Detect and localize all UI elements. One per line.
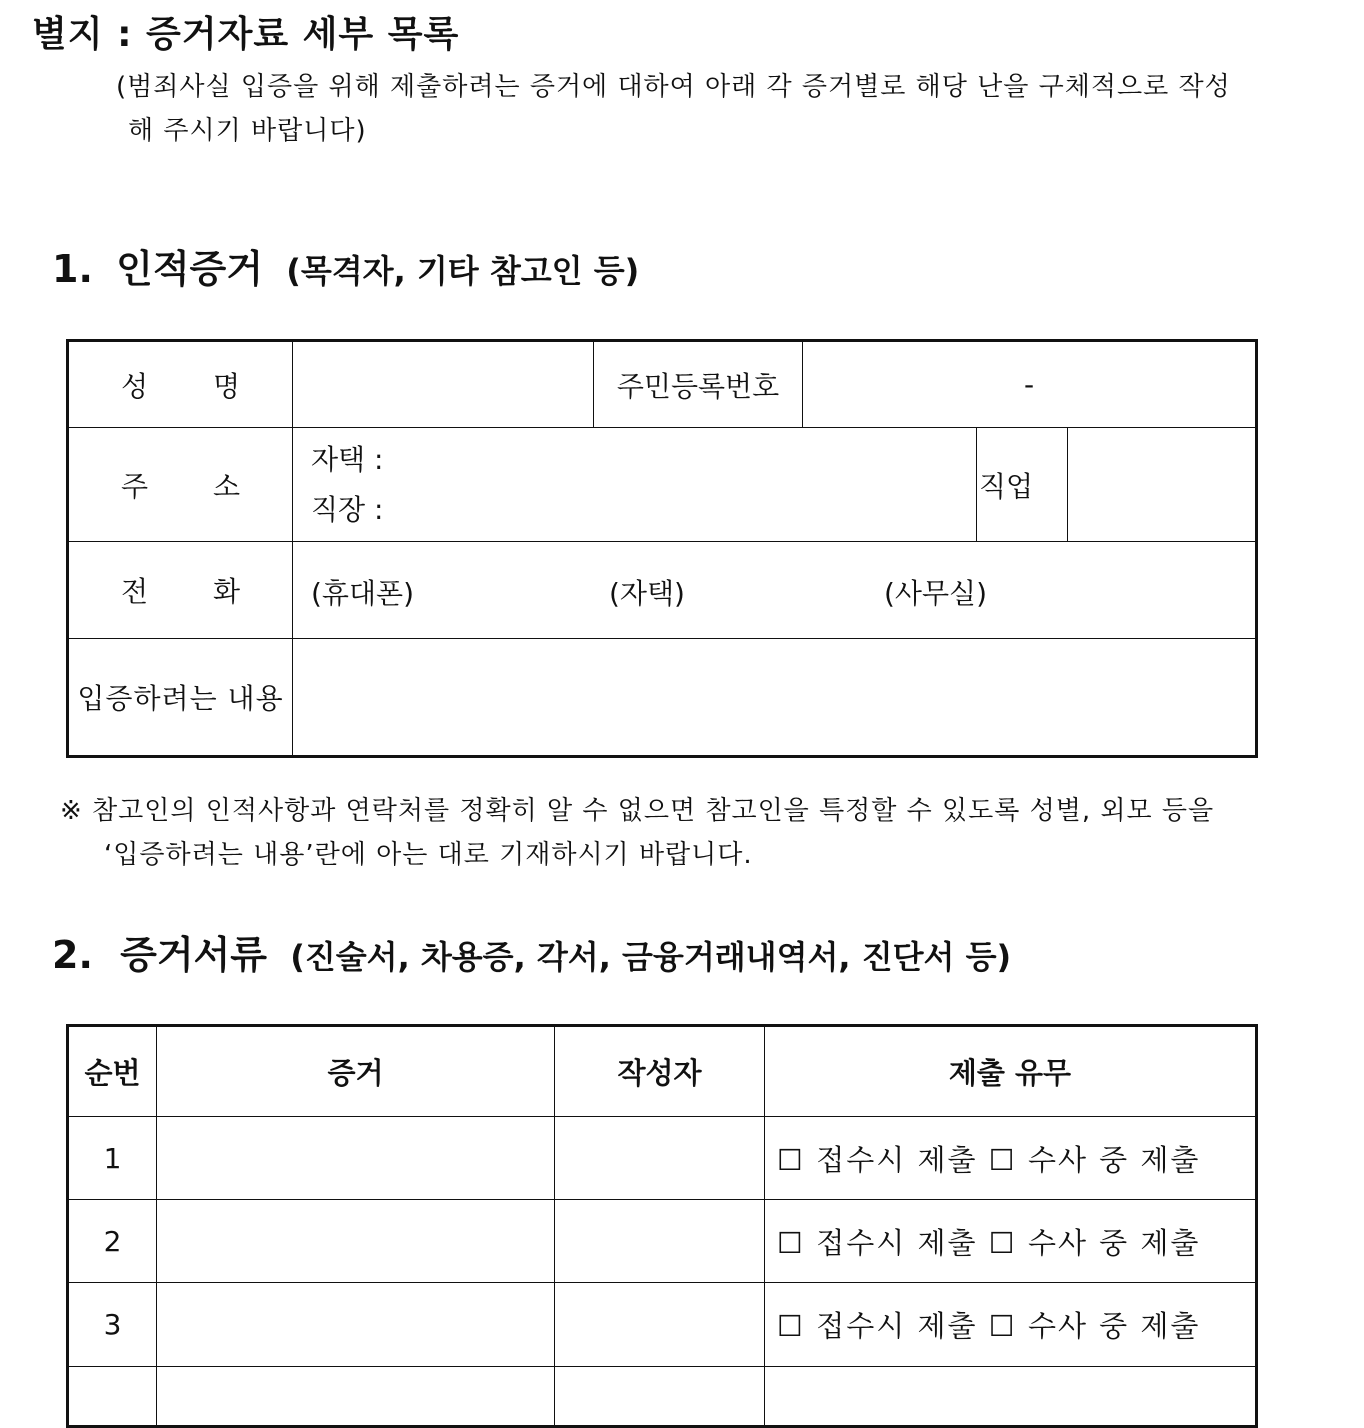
row-number: 1 <box>68 1117 157 1200</box>
name-label: 성 명 <box>68 341 293 428</box>
section1-subtitle: (목격자, 기타 참고인 등) <box>286 252 640 290</box>
submit-options[interactable]: ☐ 접수시 제출 ☐ 수사 중 제출 <box>765 1283 1257 1367</box>
evidence-field[interactable] <box>157 1367 555 1427</box>
documentary-evidence-table <box>66 1024 1258 1428</box>
content-label: 입증하려는 내용 <box>68 639 293 757</box>
section2-title: 증거서류 <box>120 933 267 977</box>
author-field[interactable] <box>555 1283 765 1367</box>
author-field[interactable] <box>555 1117 765 1200</box>
job-label: 직업 <box>977 428 1068 542</box>
section1-number: 1. <box>52 247 93 291</box>
row-number: 2 <box>68 1200 157 1283</box>
section2-heading <box>52 924 1011 979</box>
address-field[interactable] <box>293 428 977 542</box>
mobile-label: (휴대폰) <box>311 577 414 610</box>
evidence-field[interactable] <box>157 1117 555 1200</box>
table-row <box>68 1200 1257 1283</box>
note-line1: ※ 참고인의 인적사항과 연락처를 정확히 알 수 없으면 참고인을 특정할 수 있도록 성별, 외모 등을 <box>60 796 1215 826</box>
section2-subtitle: (진술서, 차용증, 각서, 금융거래내역서, 진단서 등) <box>290 938 1012 976</box>
instruction-text-line2: 해 주시기 바랍니다) <box>128 116 367 146</box>
table-row <box>68 1117 1257 1200</box>
home-address-label: 자택 : <box>311 442 384 476</box>
page-title: 별지 : 증거자료 세부 목록 <box>32 14 460 55</box>
submit-options[interactable]: ☐ 접수시 제출 ☐ 수사 중 제출 <box>765 1200 1257 1283</box>
table-row <box>68 1283 1257 1367</box>
job-field[interactable] <box>1068 428 1257 542</box>
phone-field[interactable] <box>293 542 1257 639</box>
header-submit: 제출 유무 <box>765 1026 1257 1117</box>
header-no: 순번 <box>68 1026 157 1117</box>
note-line2: ‘입증하려는 내용’란에 아는 대로 기재하시기 바랍니다. <box>104 840 753 870</box>
submit-options[interactable]: ☐ 접수시 제출 ☐ 수사 중 제출 <box>765 1117 1257 1200</box>
section1-title: 인적증거 <box>116 247 263 291</box>
row-number: 3 <box>68 1283 157 1367</box>
section2-number: 2. <box>52 933 93 977</box>
header-author: 작성자 <box>555 1026 765 1117</box>
rrn-field[interactable]: - <box>803 341 1257 428</box>
table-row <box>68 1367 1257 1427</box>
evidence-field[interactable] <box>157 1200 555 1283</box>
instruction-text-line1: (범죄사실 입증을 위해 제출하려는 증거에 대하여 아래 각 증거별로 해당 난을 구체적으로 작성 <box>116 72 1231 102</box>
section1-heading <box>52 238 639 293</box>
author-field[interactable] <box>555 1367 765 1427</box>
author-field[interactable] <box>555 1200 765 1283</box>
header-evidence: 증거 <box>157 1026 555 1117</box>
row-number <box>68 1367 157 1427</box>
content-field[interactable] <box>293 639 1257 757</box>
evidence-field[interactable] <box>157 1283 555 1367</box>
phone-label: 전 화 <box>68 542 293 639</box>
home-phone-label: (자택) <box>609 577 685 610</box>
name-field[interactable] <box>293 341 594 428</box>
work-address-label: 직장 : <box>311 492 384 526</box>
personal-evidence-table <box>66 339 1258 758</box>
office-phone-label: (사무실) <box>884 577 987 610</box>
submit-options[interactable] <box>765 1367 1257 1427</box>
rrn-label: 주민등록번호 <box>594 341 803 428</box>
address-label: 주 소 <box>68 428 293 542</box>
